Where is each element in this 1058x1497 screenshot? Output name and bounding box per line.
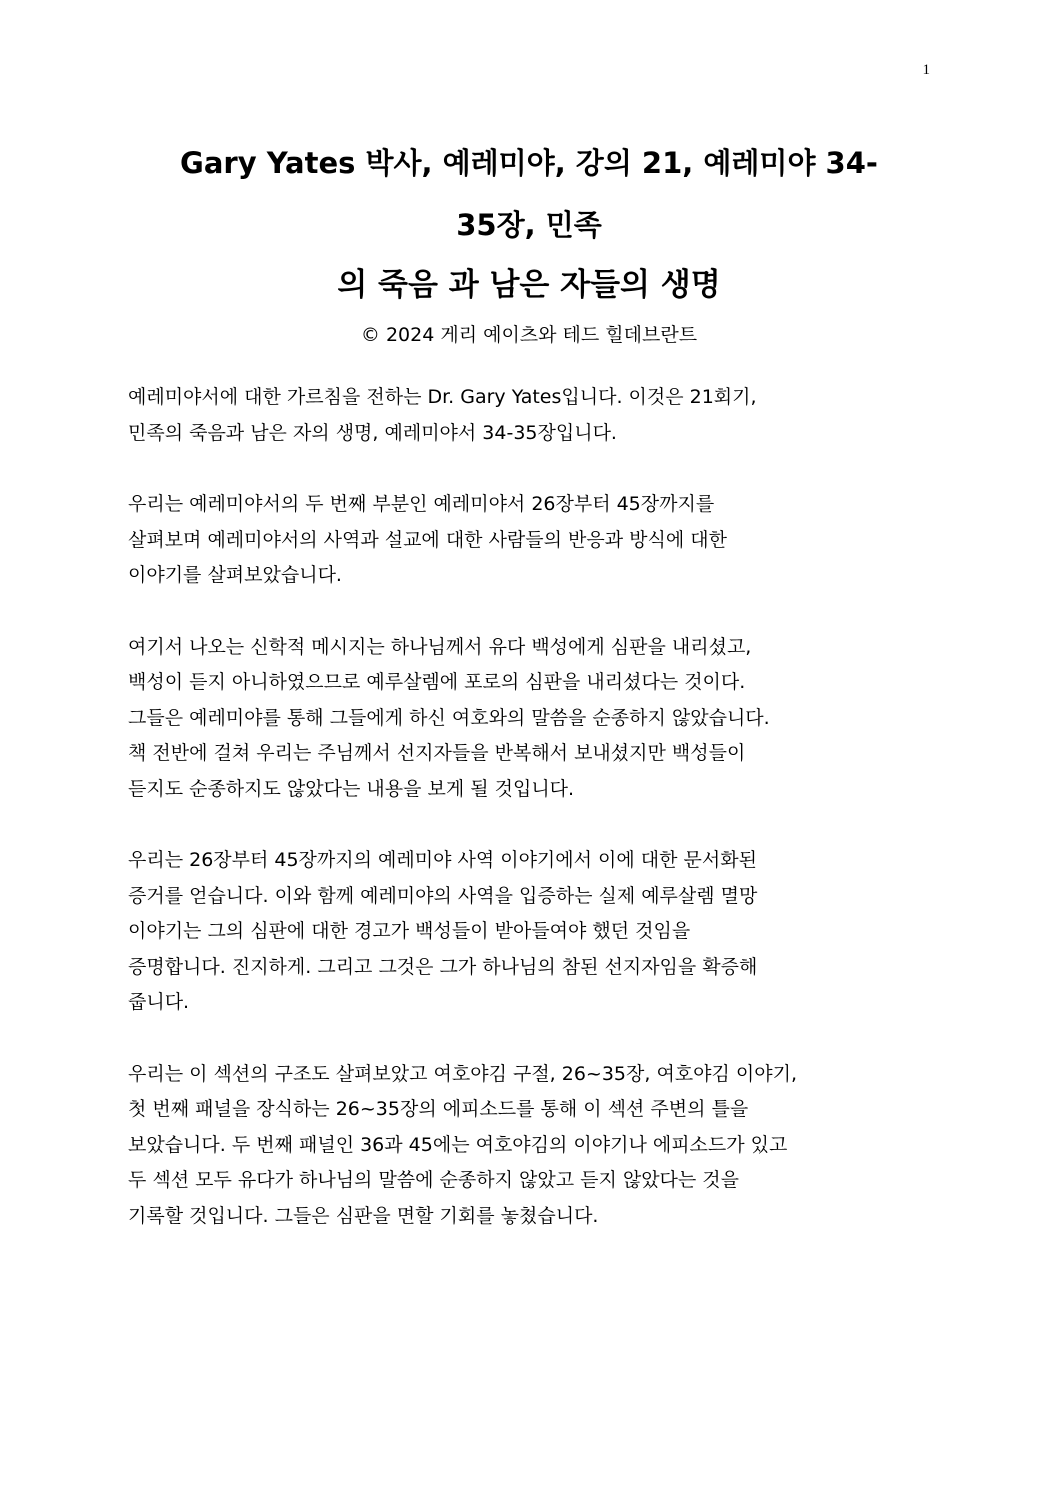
paragraph-line: 증명합니다. 진지하게. 그리고 그것은 그가 하나님의 참된 선지자임을 확증해 [128, 955, 758, 978]
paragraph-line: 그들은 예레미야를 통해 그들에게 하신 여호와의 말씀을 순종하지 않았습니다. [128, 706, 770, 729]
paragraph-line: 이야기를 살펴보았습니다. [128, 564, 342, 586]
document-body [128, 380, 938, 1270]
document-title-line-3: 의 죽음 과 남은 자들의 생명 [337, 267, 721, 303]
paragraph-line: 예레미야서에 대한 가르침을 전하는 Dr. Gary Yates입니다. 이것은 21회기, [128, 386, 757, 408]
paragraph-line: 증거를 얻습니다. 이와 함께 예레미야의 사역을 입증하는 실제 예루살렘 멸망 [128, 884, 758, 907]
paragraph-line: 우리는 이 섹션의 구조도 살펴보았고 여호야김 구절, 26~35장, 여호야김 이야기, [128, 1062, 798, 1085]
paragraph-4 [128, 843, 938, 1021]
paragraph-line: 이야기는 그의 심판에 대한 경고가 백성들이 받아들여야 했던 것임을 [128, 920, 691, 942]
paragraph-line: 여기서 나오는 신학적 메시지는 하나님께서 유다 백성에게 심판을 내리셨고, [128, 635, 752, 658]
copyright-notice: © 2024 게리 예이츠와 테드 힐데브란트 [360, 324, 698, 346]
paragraph-line: 듣지도 순종하지도 않았다는 내용을 보게 될 것입니다. [128, 777, 575, 800]
paragraph-line: 민족의 죽음과 남은 자의 생명, 예레미야서 34-35장입니다. [128, 421, 617, 444]
paragraph-line: 첫 번째 패널을 장식하는 26~35장의 에피소드를 통해 이 섹션 주변의 틀을 [128, 1098, 749, 1120]
paragraph-line: 줍니다. [128, 991, 190, 1013]
paragraph-line: 살펴보며 예레미야서의 사역과 설교에 대한 사람들의 반응과 방식에 대한 [128, 528, 727, 551]
paragraph-3 [128, 630, 938, 808]
paragraph-1 [128, 380, 938, 451]
document-title-line-2: 35장, 민족 [456, 208, 602, 242]
paragraph-line: 보았습니다. 두 번째 패널인 36과 45에는 여호야김의 이야기나 에피소드가 있고 [128, 1133, 788, 1156]
paragraph-2 [128, 487, 938, 594]
page-number: 1 [922, 62, 930, 78]
paragraph-5 [128, 1057, 938, 1235]
paragraph-line: 우리는 예레미야서의 두 번째 부분인 예레미야서 26장부터 45장까지를 [128, 493, 715, 515]
document-title-line-1: Gary Yates 박사, 예레미야, 강의 21, 예레미야 34- [180, 146, 878, 180]
paragraph-line: 책 전반에 걸쳐 우리는 주님께서 선지자들을 반복해서 보내셨지만 백성들이 [128, 742, 746, 764]
paragraph-line: 기록할 것입니다. 그들은 심판을 면할 기회를 놓쳤습니다. [128, 1204, 599, 1227]
paragraph-line: 두 섹션 모두 유다가 하나님의 말씀에 순종하지 않았고 듣지 않았다는 것을 [128, 1169, 740, 1191]
paragraph-line: 백성이 듣지 아니하였으므로 예루살렘에 포로의 심판을 내리셨다는 것이다. [128, 671, 746, 693]
document-title-block [100, 132, 958, 350]
paragraph-line: 우리는 26장부터 45장까지의 예레미야 사역 이야기에서 이에 대한 문서화된 [128, 849, 757, 871]
